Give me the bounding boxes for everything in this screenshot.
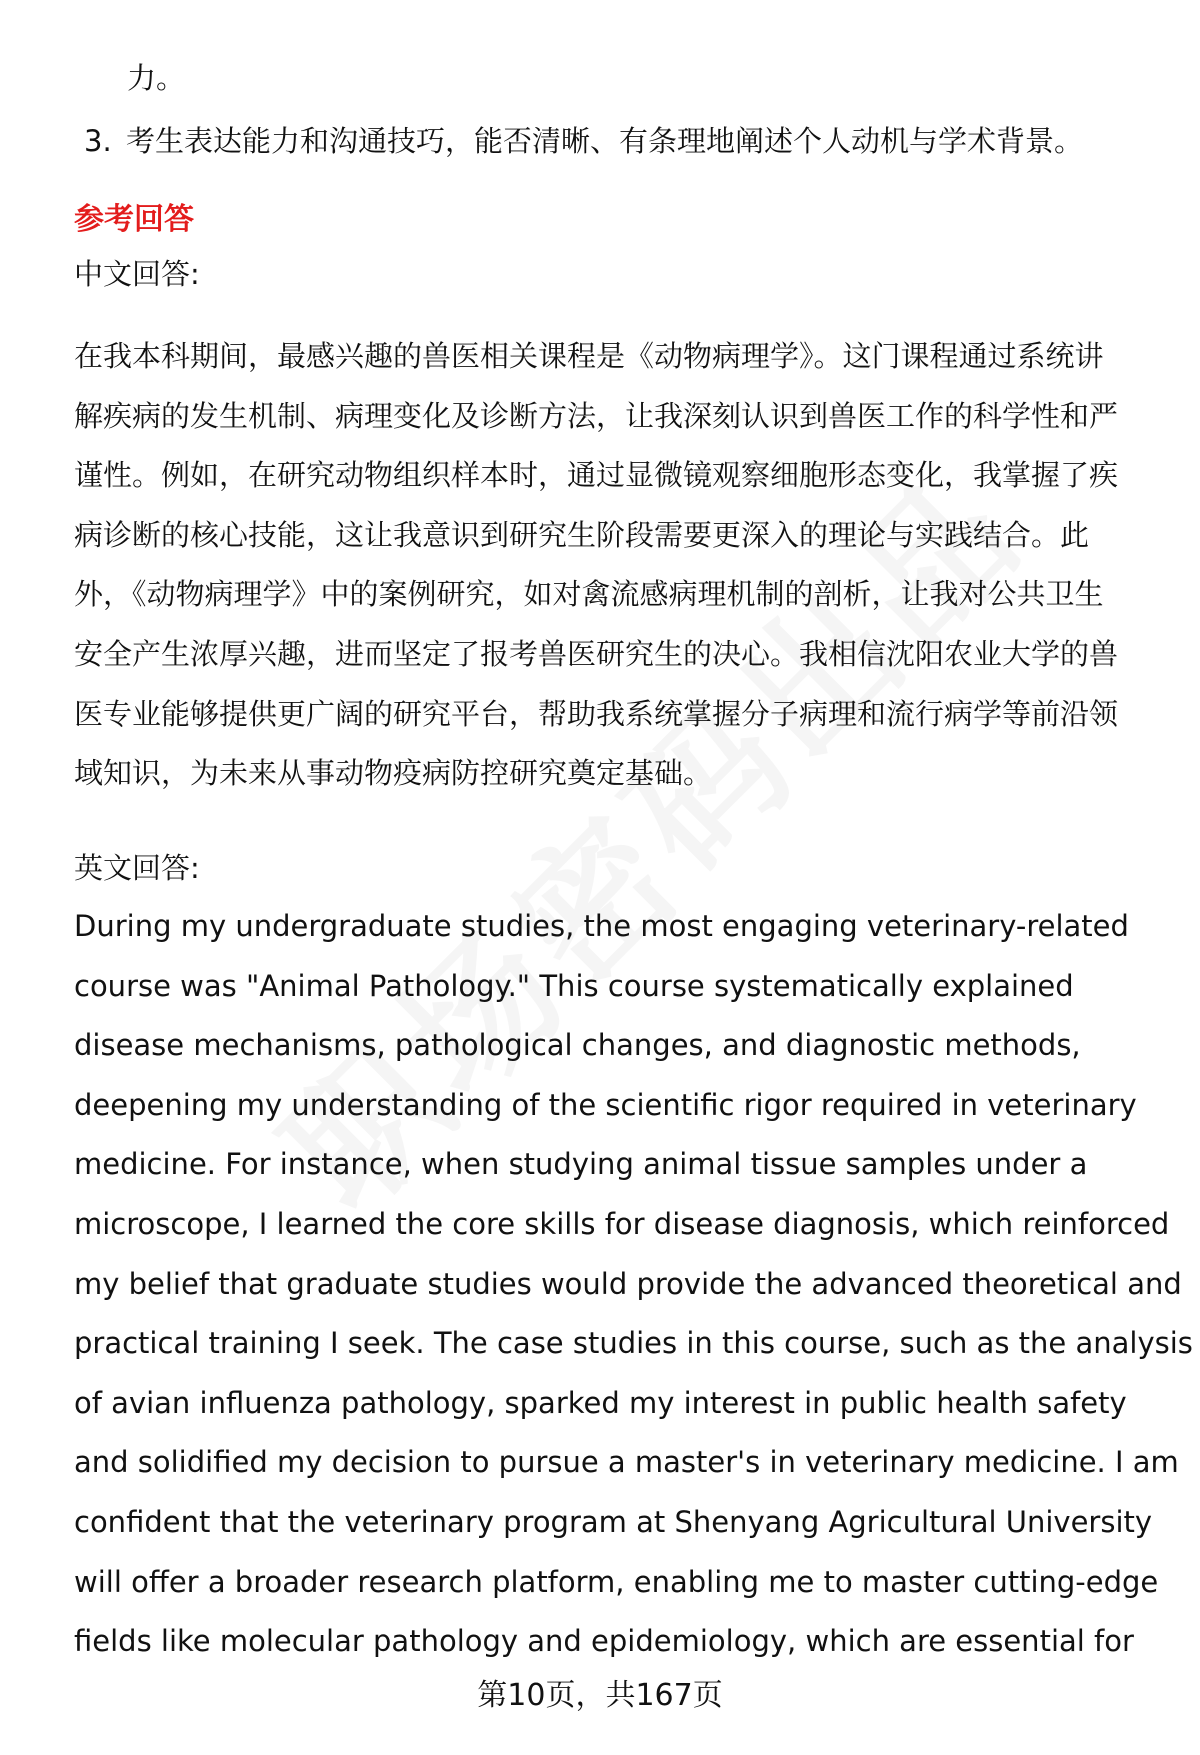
chinese-answer-line: 在我本科期间，最感兴趣的兽医相关课程是《动物病理学》。这门课程通过系统讲 bbox=[74, 339, 1104, 373]
english-answer-line: medicine. For instance, when studying animal tissue samples under a bbox=[74, 1147, 1088, 1182]
chinese-answer-line: 谨性。例如，在研究动物组织样本时，通过显微镜观察细胞形态变化，我掌握了疾 bbox=[74, 458, 1119, 493]
english-answer-line: confident that the veterinary program at Shenyang Agricultural University bbox=[74, 1504, 1153, 1539]
list-item-text: 考生表达能力和沟通技巧，能否清晰、有条理地阐述个人动机与学术背景。 bbox=[126, 124, 1084, 158]
english-answer-line: of avian influenza pathology, sparked my interest in public health safety bbox=[74, 1385, 1127, 1420]
english-answer-body bbox=[74, 908, 1193, 1683]
english-answer-line: fields like molecular pathology and epidemiology, which are essential for bbox=[74, 1624, 1134, 1659]
chinese-answer-line: 病诊断的核心技能，这让我意识到研究生阶段需要更深入的理论与实践结合。此 bbox=[74, 517, 1090, 552]
english-answer-line: deepening my understanding of the scientific rigor required in veterinary bbox=[74, 1087, 1137, 1122]
english-answer-line: my belief that graduate studies would provide the advanced theoretical and bbox=[74, 1266, 1182, 1301]
chinese-answer-line: 域知识，为未来从事动物疫病防控研究奠定基础。 bbox=[74, 756, 713, 791]
english-answer-line: course was "Animal Pathology." This course systematically explained bbox=[74, 968, 1074, 1003]
chinese-answer-label: 中文回答: bbox=[74, 257, 200, 291]
continuation-text: 力。 bbox=[127, 61, 186, 95]
english-answer-line: will offer a broader research platform, enabling me to master cutting-edge bbox=[74, 1564, 1159, 1599]
english-answer-line: and solidified my decision to pursue a master's in veterinary medicine. I am bbox=[74, 1445, 1179, 1480]
chinese-answer-line: 医专业能够提供更广阔的研究平台，帮助我系统掌握分子病理和流行病学等前沿领 bbox=[74, 696, 1119, 731]
english-answer-line: microscope, I learned the core skills for disease diagnosis, which reinforced bbox=[74, 1206, 1170, 1241]
chinese-answer-line: 安全产生浓厚兴趣，进而坚定了报考兽医研究生的决心。我相信沈阳农业大学的兽 bbox=[74, 636, 1119, 671]
list-item bbox=[84, 123, 1083, 159]
page-number-footer: 第10页，共167页 bbox=[477, 1678, 723, 1713]
chinese-answer-line: 外，《动物病理学》中的案例研究，如对禽流感病理机制的剖析，让我对公共卫生 bbox=[74, 577, 1104, 612]
list-item-number: 3. bbox=[84, 124, 112, 158]
english-answer-label: 英文回答: bbox=[74, 851, 200, 885]
english-answer-line: practical training I seek. The case studies in this course, such as the analysis bbox=[74, 1326, 1193, 1361]
reference-answer-heading: 参考回答 bbox=[74, 202, 194, 237]
chinese-answer-body bbox=[74, 338, 1154, 815]
chinese-answer-line: 解疾病的发生机制、病理变化及诊断方法，让我深刻认识到兽医工作的科学性和严 bbox=[74, 398, 1119, 433]
english-answer-line: During my undergraduate studies, the most engaging veterinary-related bbox=[74, 909, 1129, 943]
english-answer-line: disease mechanisms, pathological changes, and diagnostic methods, bbox=[74, 1028, 1081, 1063]
